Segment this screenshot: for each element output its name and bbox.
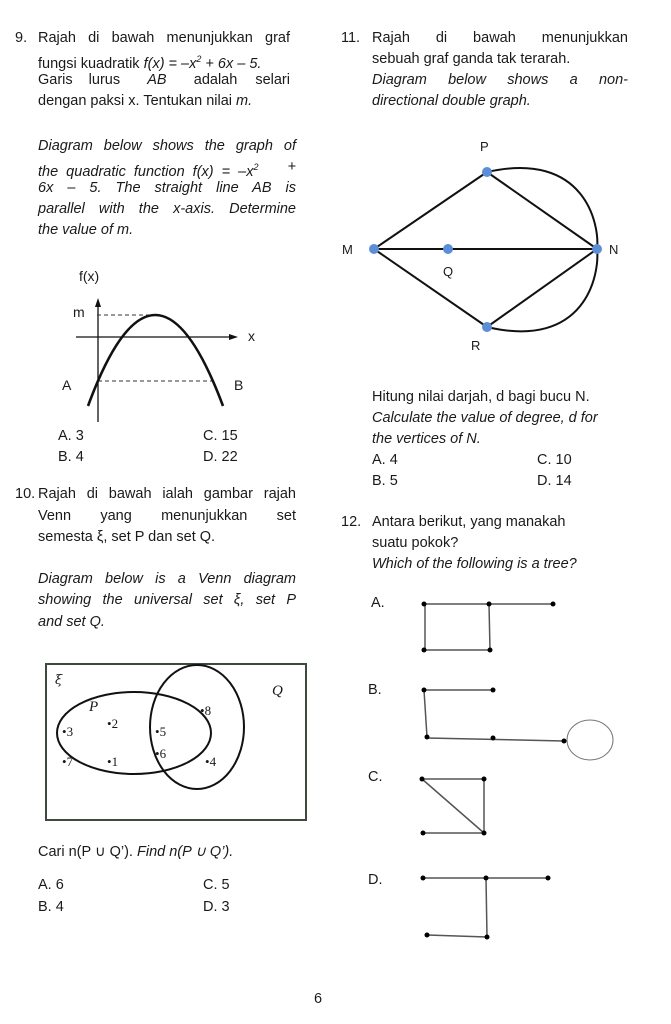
q12-option-b-vertices — [422, 688, 567, 744]
q9-m: m. — [236, 93, 253, 109]
q12-option-d-graph[interactable] — [423, 878, 548, 937]
venn-universal-label: ξ — [55, 673, 63, 688]
q9-option-b-letter: B. — [58, 449, 72, 465]
edge — [486, 878, 487, 937]
q11-option-c-value: 10 — [555, 452, 572, 468]
vertex-p-label: P — [480, 139, 489, 154]
q10-option-d-value: 3 — [221, 899, 230, 915]
q10-number: 10. — [15, 486, 36, 502]
q11-question-malay: Hitung nilai darjah, d bagi bucu N. — [372, 389, 590, 405]
q10-malay-line-1: Rajah di bawah ialah gambar rajah — [38, 486, 296, 502]
q11-option-b-letter: B. — [372, 473, 386, 489]
q9-option-a-letter: A. — [58, 428, 72, 444]
q9-number: 9. — [15, 30, 28, 46]
q10-english-line-1: Diagram below is a Venn diagram — [38, 571, 296, 587]
q9-english-line-3: 6x – 5. The straight line AB is — [38, 180, 296, 196]
q9-graph-m-label: m — [73, 304, 85, 320]
q9-english-superscript: 2 — [253, 162, 259, 172]
venn-element: •1 — [107, 754, 119, 769]
q10-option-c-value: 5 — [221, 877, 230, 893]
vertex — [484, 876, 489, 881]
venn-element: •7 — [62, 754, 74, 769]
q11-number: 11. — [341, 30, 361, 46]
vertex — [482, 777, 487, 782]
q9-option-b-value: 4 — [75, 449, 84, 465]
q9-fx-rest: + 6x – 5. — [201, 56, 262, 72]
q9-fungsi-text: fungsi kuadratik — [38, 56, 140, 72]
vertex — [425, 933, 430, 938]
q10-option-d-letter: D. — [203, 899, 218, 915]
q10-malay-line-2: Venn yang menunjukkan set — [38, 508, 296, 524]
vertex-n-label: N — [609, 242, 619, 257]
venn-element: •3 — [62, 724, 74, 739]
q12-option-a-label[interactable]: A. — [371, 595, 385, 611]
q11-malay-line-1: Rajah di bawah menunjukkan — [372, 30, 628, 46]
vertex — [421, 876, 426, 881]
q9-option-d-letter: D. — [203, 449, 218, 465]
q10-question-english: Find n(P ∪ Q’). — [136, 844, 234, 860]
q12-option-b-graph[interactable] — [424, 690, 613, 760]
q12-option-c-graph[interactable] — [422, 779, 484, 833]
q9-english-plus: + — [287, 159, 296, 175]
q9-adalah: adalah selari — [193, 72, 290, 88]
q9-garis: Garis lurus — [38, 72, 121, 88]
edge — [424, 690, 427, 737]
venn-q-label: Q — [272, 683, 283, 699]
page-number: 6 — [314, 991, 323, 1007]
vertex — [551, 602, 556, 607]
q12-option-d-label[interactable]: D. — [368, 872, 383, 888]
venn-element: •8 — [200, 703, 212, 718]
edge — [427, 935, 487, 937]
vertex — [562, 739, 567, 744]
q10-option-a-value: 6 — [55, 877, 64, 893]
q9-english-fx: the quadratic function f(x) = –x — [38, 164, 254, 180]
q9-malay-line-1: Rajah di bawah menunjukkan graf — [38, 30, 290, 46]
vertex — [488, 648, 493, 653]
q9-english-line-5: the value of m. — [38, 222, 134, 238]
q9-graph-y-label: f(x) — [79, 268, 100, 284]
vertex-q-label: Q — [443, 264, 454, 279]
q11-option-c-letter: C. — [537, 452, 552, 468]
q12-option-c-label[interactable]: C. — [368, 769, 383, 785]
vertex — [491, 688, 496, 693]
vertex — [546, 876, 551, 881]
vertex — [425, 735, 430, 740]
q11-question-english-line-1: Calculate the value of degree, d for — [372, 410, 598, 426]
q9-option-c-value: 15 — [221, 428, 238, 444]
q9-ab: AB — [147, 72, 167, 88]
q9-english-line-1: Diagram below shows the graph of — [38, 138, 296, 154]
q9-graph-x-label: x — [248, 328, 255, 344]
edge — [489, 604, 490, 650]
q11-option-a-value: 4 — [389, 452, 398, 468]
q10-malay-line-3: semesta ξ, set P dan set Q. — [38, 529, 216, 545]
vertex — [422, 648, 427, 653]
q10-option-c-letter: C. — [203, 877, 218, 893]
vertex — [487, 602, 492, 607]
vertex — [485, 935, 490, 940]
q10-option-a-letter: A. — [38, 877, 52, 893]
q9-graph-b-label: B — [234, 377, 244, 393]
q12-option-a-graph[interactable] — [424, 604, 553, 650]
q11-english-line-2: directional double graph. — [372, 93, 531, 109]
vertex — [482, 831, 487, 836]
q10-option-b-value: 4 — [55, 899, 64, 915]
q9-fx: f(x) = –x — [143, 56, 197, 72]
q10-question-malay: Cari n(P ∪ Q’). — [38, 844, 133, 860]
q11-option-b-value: 5 — [389, 473, 398, 489]
q11-malay-line-2: sebuah graf ganda tak terarah. — [372, 51, 571, 67]
vertex-r-label: R — [471, 338, 481, 353]
q12-malay-line-2: suatu pokok? — [372, 535, 459, 551]
q12-english-line: Which of the following is a tree? — [372, 556, 577, 572]
venn-element: •6 — [155, 746, 167, 761]
q9-option-c-letter: C. — [203, 428, 218, 444]
q9-option-d-value: 22 — [221, 449, 238, 465]
vertex — [421, 831, 426, 836]
venn-element: •4 — [205, 754, 217, 769]
vertex — [422, 688, 427, 693]
venn-element: •5 — [155, 724, 167, 739]
q11-option-d-letter: D. — [537, 473, 552, 489]
q9-superscript: 2 — [196, 54, 202, 64]
q11-question-english-line-2: the vertices of N. — [372, 431, 481, 447]
q12-malay-line-1: Antara berikut, yang manakah — [372, 514, 566, 530]
venn-element: •2 — [107, 716, 119, 731]
q9-option-a-value: 3 — [75, 428, 84, 444]
vertex-m-label: M — [342, 242, 353, 257]
vertex — [422, 602, 427, 607]
q12-option-b-label[interactable]: B. — [368, 682, 382, 698]
q11-option-a-letter: A. — [372, 452, 386, 468]
vertex — [420, 777, 425, 782]
q9-graph-a-label: A — [62, 377, 72, 393]
edge — [422, 779, 484, 833]
edge — [427, 738, 564, 741]
q12-number: 12. — [341, 514, 362, 530]
q10-option-b-letter: B. — [38, 899, 52, 915]
venn-p-label: P — [89, 699, 99, 715]
vertex — [491, 736, 496, 741]
q9-english-line-4: parallel with the x-axis. Determine — [38, 201, 296, 217]
q11-english-line-1: Diagram below shows a non- — [372, 72, 628, 88]
q11-option-d-value: 14 — [555, 473, 572, 489]
q10-english-line-3: and set Q. — [38, 614, 105, 630]
q9-dengan: dengan paksi x. Tentukan nilai — [38, 93, 233, 109]
q10-english-line-2: showing the universal set ξ, set P — [38, 592, 296, 608]
loop-edge — [567, 720, 613, 760]
